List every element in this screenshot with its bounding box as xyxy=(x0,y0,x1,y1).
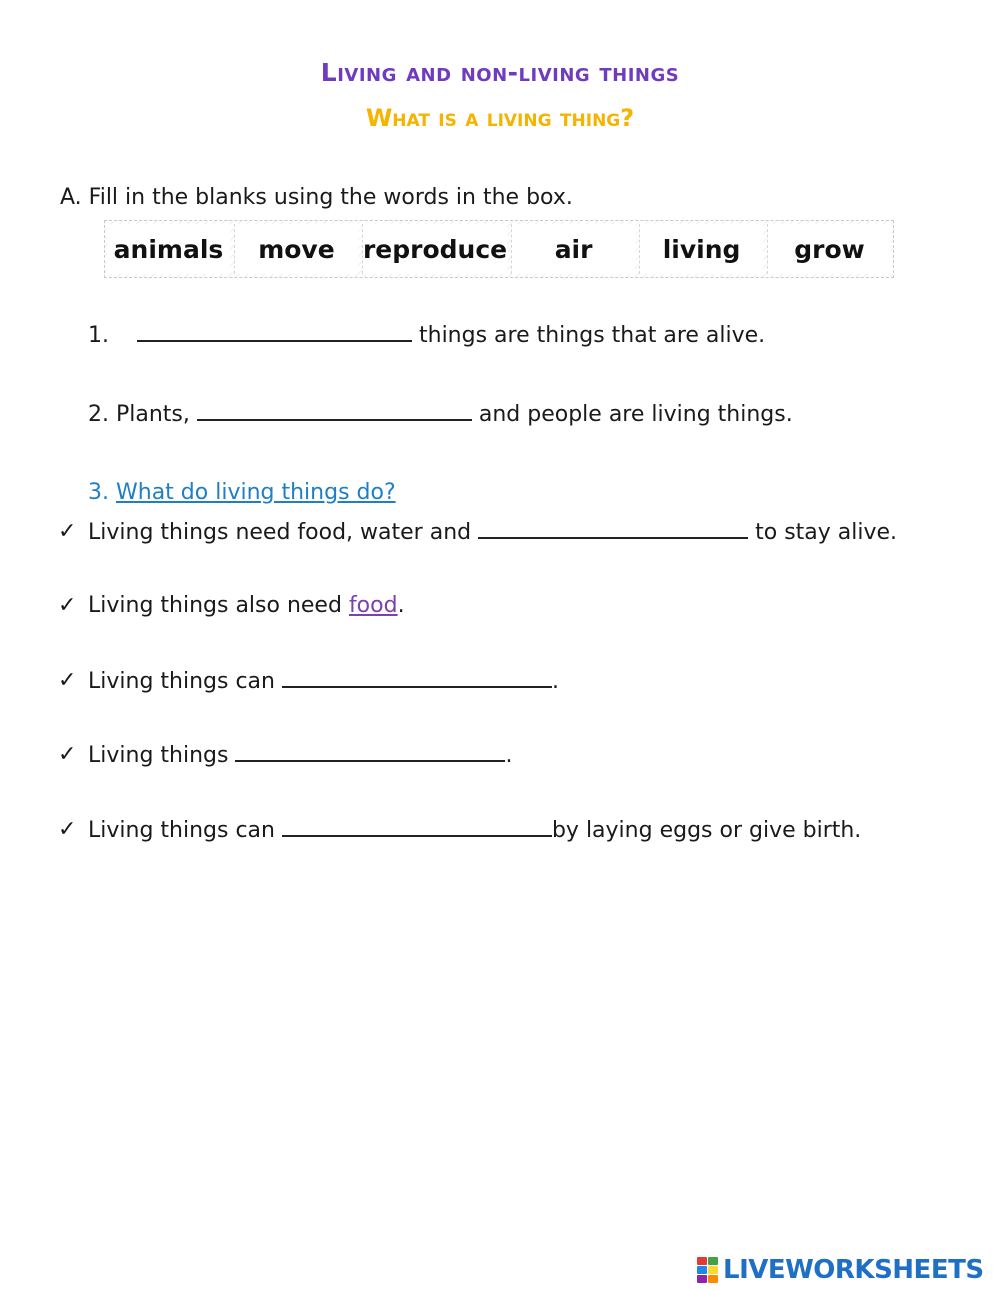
item-text: Living things can xyxy=(88,818,275,843)
logo-square xyxy=(697,1266,707,1274)
logo-square xyxy=(708,1257,718,1265)
question-number: 1. xyxy=(88,323,109,348)
page-subtitle: What is a living thing? xyxy=(365,104,635,132)
answer-blank-2[interactable] xyxy=(197,399,472,421)
checklist-item-3 xyxy=(88,666,559,697)
page-title: Living and non-living things xyxy=(320,58,680,87)
item-text: to stay alive. xyxy=(755,520,898,545)
checklist-item-1 xyxy=(88,517,897,548)
answer-blank-1[interactable] xyxy=(137,320,412,342)
checklist-item-5 xyxy=(88,815,861,846)
item-text: Living things xyxy=(88,743,229,768)
answer-blank-4[interactable] xyxy=(282,666,552,688)
question-text: 2. Plants, xyxy=(88,402,190,427)
check-icon: ✓ xyxy=(58,519,77,544)
answer-blank-5[interactable] xyxy=(235,740,505,762)
food-link[interactable]: food xyxy=(348,593,398,618)
item-text: . xyxy=(397,593,405,618)
word-bank-item: grow xyxy=(767,224,891,274)
question-heading-text: What do living things do? xyxy=(116,480,396,505)
question-2 xyxy=(88,399,793,430)
question-1 xyxy=(88,320,765,351)
word-bank-item: reproduce xyxy=(362,224,507,274)
logo-square xyxy=(708,1266,718,1274)
question-number: 3. xyxy=(88,480,109,505)
logo-mark-icon xyxy=(697,1257,719,1283)
checklist-item-4 xyxy=(88,740,512,771)
word-bank-item: air xyxy=(511,224,635,274)
check-icon: ✓ xyxy=(58,742,77,767)
word-bank-item: move xyxy=(234,224,358,274)
answer-blank-6[interactable] xyxy=(282,815,552,837)
question-text: and people are living things. xyxy=(478,402,793,427)
item-text: by laying eggs or give birth. xyxy=(551,818,862,843)
item-text: Living things also need xyxy=(88,593,342,618)
logo-text: LIVEWORKSHEETS xyxy=(723,1255,984,1285)
instruction-a: A. Fill in the blanks using the words in the box. xyxy=(60,185,573,210)
question-text: things are things that are alive. xyxy=(419,323,766,348)
item-text: . xyxy=(505,743,513,768)
logo-square xyxy=(708,1275,718,1283)
item-text: Living things can xyxy=(88,669,275,694)
question-3-heading xyxy=(88,478,396,508)
word-bank-item: animals xyxy=(107,224,230,274)
word-bank xyxy=(104,220,894,278)
item-text: Living things need food, water and xyxy=(88,520,472,545)
logo-square xyxy=(697,1257,707,1265)
logo-square xyxy=(697,1275,707,1283)
check-icon: ✓ xyxy=(58,593,77,618)
item-text: . xyxy=(551,669,559,694)
liveworksheets-logo[interactable] xyxy=(697,1255,984,1285)
check-icon: ✓ xyxy=(58,668,77,693)
answer-blank-3[interactable] xyxy=(478,517,748,539)
word-bank-item: living xyxy=(639,224,763,274)
checklist-item-2 xyxy=(88,591,405,621)
check-icon: ✓ xyxy=(58,817,77,842)
